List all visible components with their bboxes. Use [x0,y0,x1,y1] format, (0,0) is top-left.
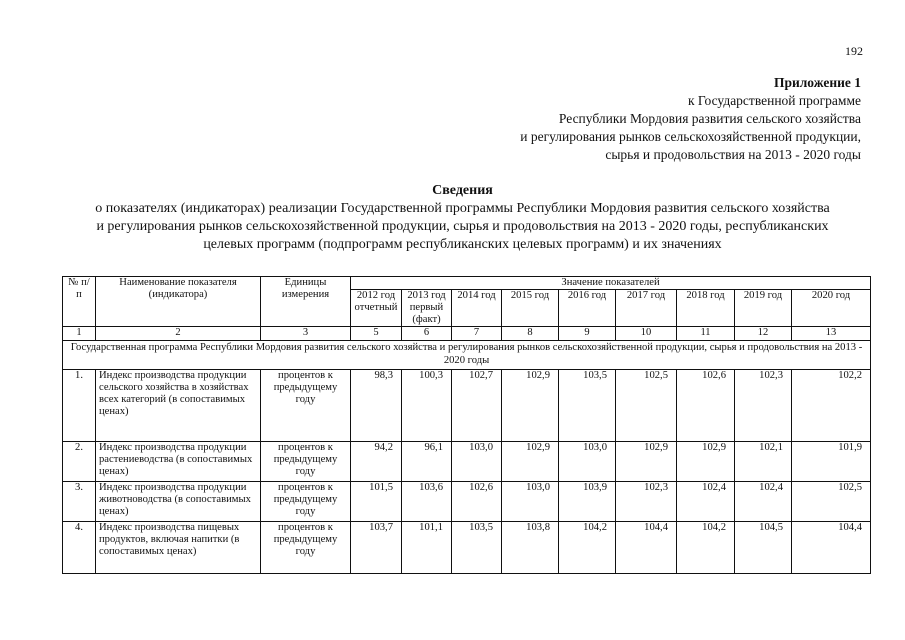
header-year: 2012 год отчетный [351,290,402,327]
value-cell: 102,5 [616,370,677,442]
value-cell: 104,5 [735,522,792,574]
value-cell: 96,1 [402,442,452,482]
indicator-name: Индекс производства пищевых продуктов, включая напитки (в сопоставимых ценах) [96,522,261,574]
value-cell: 103,5 [559,370,616,442]
column-number: 8 [502,327,559,341]
header-values-group: Значение показателей [351,277,871,290]
value-cell: 101,5 [351,482,402,522]
value-cell: 98,3 [351,370,402,442]
header-name: Наименование показателя (индикатора) [96,277,261,327]
row-number: 1. [63,370,96,442]
table-header-row [63,277,871,290]
value-cell: 103,0 [502,482,559,522]
value-cell: 103,5 [452,522,502,574]
value-cell: 102,9 [502,442,559,482]
unit-cell: процентов к предыдущему году [261,482,351,522]
column-number: 1 [63,327,96,341]
header-year: 2014 год [452,290,502,327]
value-cell: 102,9 [616,442,677,482]
header-no: № п/п [63,277,96,327]
column-number: 10 [616,327,677,341]
appendix-line: к Государственной программе [687,93,861,108]
table-row [63,522,871,574]
page-number: 192 [845,44,863,58]
value-cell: 103,0 [559,442,616,482]
value-cell: 102,4 [735,482,792,522]
table-row [63,370,871,442]
unit-cell: процентов к предыдущему году [261,370,351,442]
heading-line: целевых программ (подпрограмм республиканских целевых программ) и их значениях [203,237,722,252]
heading-line: и регулирования рынков сельскохозяйственной продукции, сырья и продовольствия на 2013 - 2020 годы, республиканских [96,219,829,234]
column-number-row [63,327,871,341]
value-cell: 102,3 [616,482,677,522]
value-cell: 102,7 [452,370,502,442]
row-number: 2. [63,442,96,482]
header-year: 2018 год [677,290,735,327]
document-heading [40,182,885,254]
column-number: 9 [559,327,616,341]
value-cell: 102,3 [735,370,792,442]
column-number: 11 [677,327,735,341]
section-row [63,341,871,370]
header-year: 2016 год [559,290,616,327]
value-cell: 102,9 [502,370,559,442]
column-number: 5 [351,327,402,341]
value-cell: 100,3 [402,370,452,442]
row-number: 4. [63,522,96,574]
value-cell: 102,4 [677,482,735,522]
value-cell: 104,2 [559,522,616,574]
header-unit: Единицы измерения [261,277,351,327]
column-number: 6 [402,327,452,341]
table-row [63,442,871,482]
value-cell: 102,2 [792,370,871,442]
appendix-line: и регулирования рынков сельскохозяйственной продукции, [520,129,861,144]
table-row [63,482,871,522]
header-year: 2020 год [792,290,871,327]
header-year: 2015 год [502,290,559,327]
value-cell: 103,0 [452,442,502,482]
column-number: 2 [96,327,261,341]
column-number: 13 [792,327,871,341]
indicator-name: Индекс производства продукции растениеводства (в сопоставимых ценах) [96,442,261,482]
value-cell: 103,8 [502,522,559,574]
value-cell: 102,9 [677,442,735,482]
indicators-table [62,276,871,574]
indicator-name: Индекс производства продукции сельского хозяйства в хозяйствах всех категорий (в сопоставимых ценах) [96,370,261,442]
indicator-name: Индекс производства продукции животноводства (в сопоставимых ценах) [96,482,261,522]
section-title: Государственная программа Республики Мордовия развития сельского хозяйства и регулирования рынков сельскохозяйственной продукции, сырья и продовольствия на 2013 - 2020 годы [63,341,871,370]
value-cell: 102,1 [735,442,792,482]
unit-cell: процентов к предыдущему году [261,522,351,574]
value-cell: 102,6 [677,370,735,442]
value-cell: 104,4 [792,522,871,574]
appendix-line: Республики Мордовия развития сельского хозяйства [558,111,861,126]
appendix-title: Приложение 1 [773,75,861,90]
value-cell: 94,2 [351,442,402,482]
column-number: 7 [452,327,502,341]
document-title: Сведения [432,183,493,198]
unit-cell: процентов к предыдущему году [261,442,351,482]
column-number: 12 [735,327,792,341]
value-cell: 101,1 [402,522,452,574]
table-body [63,341,871,574]
value-cell: 101,9 [792,442,871,482]
appendix-block [520,74,861,164]
heading-line: о показателях (индикаторах) реализации Государственной программы Республики Мордовия развития сельского хозяйства [95,201,830,216]
value-cell: 104,2 [677,522,735,574]
value-cell: 103,9 [559,482,616,522]
value-cell: 103,6 [402,482,452,522]
value-cell: 103,7 [351,522,402,574]
column-number: 3 [261,327,351,341]
header-year: 2019 год [735,290,792,327]
value-cell: 104,4 [616,522,677,574]
value-cell: 102,5 [792,482,871,522]
row-number: 3. [63,482,96,522]
header-year: 2013 год первый (факт) [402,290,452,327]
value-cell: 102,6 [452,482,502,522]
appendix-line: сырья и продовольствия на 2013 - 2020 годы [605,147,861,162]
header-year: 2017 год [616,290,677,327]
